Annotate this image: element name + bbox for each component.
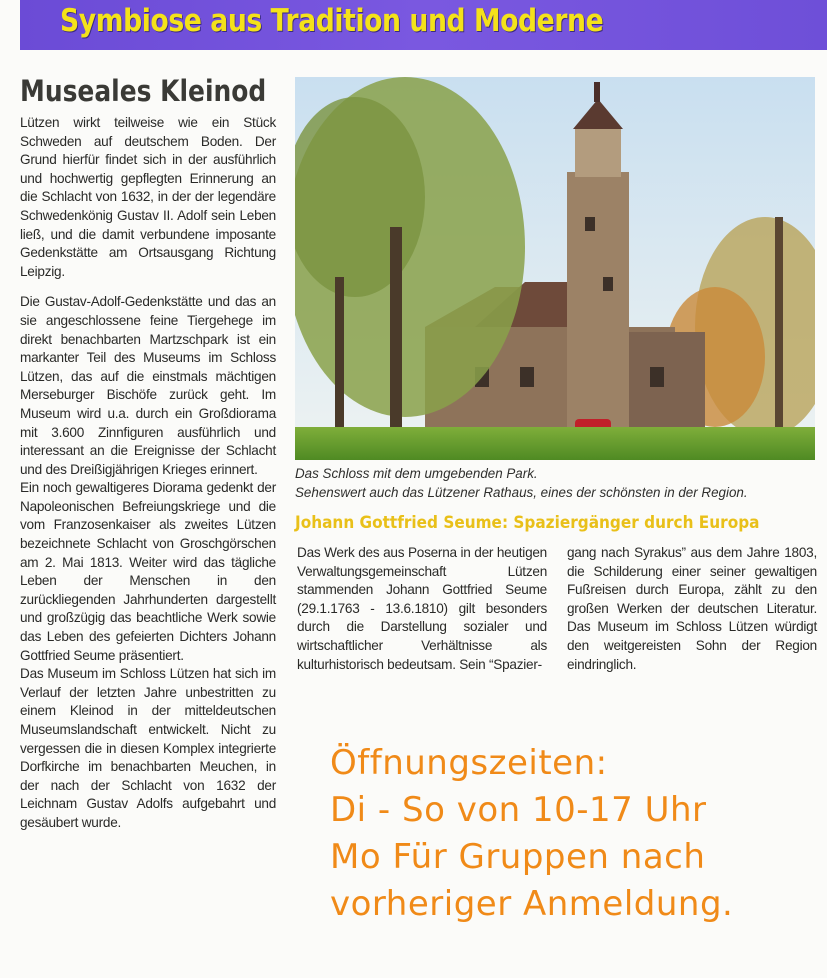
header-banner (20, 0, 827, 50)
photo-caption (295, 465, 815, 502)
hours-line-registration: vorheriger Anmeldung. (330, 884, 734, 924)
caption-line-1: Das Schloss mit dem umgebenden Park. (295, 466, 538, 481)
caption-line-2: Sehenswert auch das Lützener Rathaus, eines der schönsten in der Region. (295, 484, 748, 500)
hours-line-weekdays: Di - So von 10-17 Uhr (330, 790, 707, 830)
left-paragraph-4: Das Museum im Schloss Lützen hat sich im Verlauf der letzten Jahre unbestritten zu einem Kleinod in der mitteldeutschen Museumslandschaft entwickelt. Nicht zu vergessen die in diesen Komplex integrierte Dorfkirche im benachbarten Meuchen, in der nach der Schlacht von 1632 der Leichnam Gustav Adolfs aufgebahrt und gesäubert wurde. (20, 666, 276, 830)
hours-line-groups: Mo Für Gruppen nach (330, 837, 706, 877)
hours-heading: Öffnungszeiten: (330, 743, 608, 783)
left-paragraph-2: Die Gustav-Adolf-Gedenkstätte und das an sie angeschlossene feine Tiergehege im direkt benachbarten Martzschpark ist ein markanter Teil des Museums im Schloss Lützen, das auf die einstmals mächtigen Merseburger Bischöfe zurück geht. Im Museum wird u.a. durch ein Großdiorama mit 3.600 Zinnfiguren ausführlich und interessant an die Ereignisse der Schlacht und des Dreißigjährigen Krieges erinnert. (20, 294, 276, 477)
seume-column-2: gang nach Syrakus” aus dem Jahre 1803, die Schilderung einer seiner gewaltigen Fußreisen durch Europa, zählt zu den großen Werken der deutschen Literatur. Das Museum im Schloss Lützen würdigt den weitgereisten Sohn der Region eindringlich. (567, 545, 817, 672)
seume-column-1: Das Werk des aus Poserna in der heutigen Verwaltungsgemeinschaft Lützen stammenden Johann Gottfried Seume (29.1.1763 - 13.6.1810) gilt besonders durch die Darstellung sozialer und wirtschaftlicher Verhältnisse als kulturhistorisch bedeutsam. Sein “Spazier- (297, 545, 547, 672)
castle-photo (295, 77, 815, 460)
section-title: Museales Kleinod (20, 74, 267, 108)
left-column (20, 74, 276, 833)
opening-hours (330, 740, 810, 928)
left-paragraph-1: Lützen wirkt teilweise wie ein Stück Schweden auf deutschem Boden. Der Grund hierfür findet sich in der ausführlich und hochwertig gepflegten Erinnerung an die Schlacht von 1632, in der der legendäre Schwedenkönig Gustav II. Adolf sein Leben ließ, und die damit verbundene imposante Gedenkstätte am Ortsausgang Richtung Leipzig. (20, 115, 276, 279)
banner-title: Symbiose aus Tradition und Moderne (60, 3, 604, 39)
left-paragraph-3: Ein noch gewaltigeres Diorama gedenkt der Napoleonischen Befreiungskriege und die vom Franzosenkaiser als zweites Lützen bezeichnete Schlacht von Groschgörschen am 2. Mai 1813. Weiter wird das tägliche Leben der Menschen in den zurückliegenden Jahrhunderten dargestellt und großzügig das beachtliche Werk sowie das Leben des gefeierten Dichters Johann Gottfried Seume präsentiert. (20, 480, 276, 663)
castle-illustration (295, 77, 815, 460)
seume-heading: Johann Gottfried Seume: Spaziergänger durch Europa (295, 513, 760, 533)
seume-columns (297, 544, 817, 674)
